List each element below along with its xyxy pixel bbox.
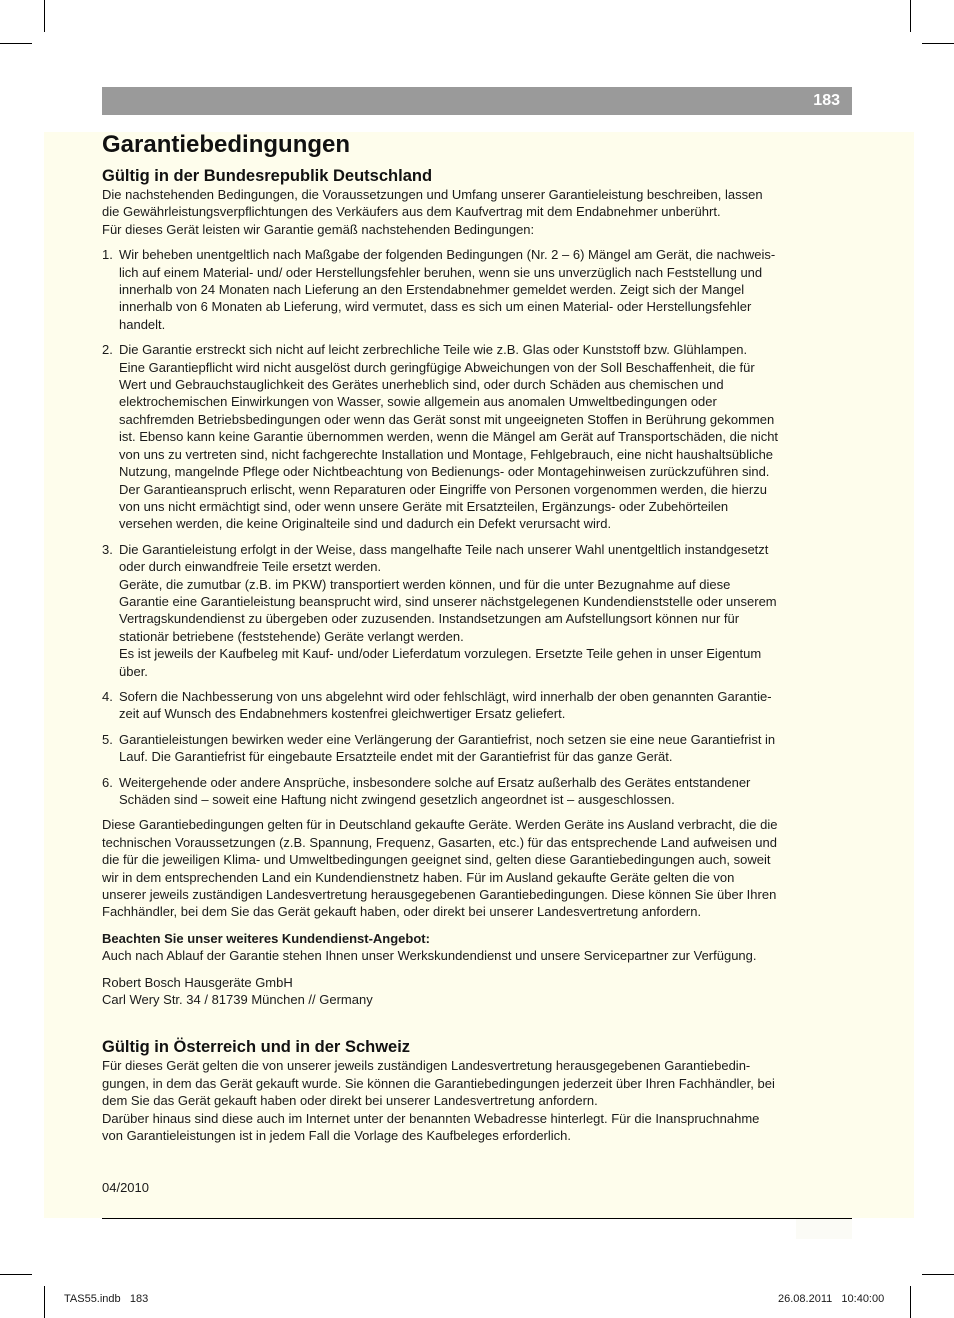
crop-mark xyxy=(910,0,911,32)
list-number: 6. xyxy=(102,774,113,790)
service-heading: Beachten Sie unser weiteres Kundendienst-Angebot: xyxy=(102,930,430,946)
section-heading-germany: Gültig in der Bundesrepublik Deutschland xyxy=(102,167,433,185)
company-address: Carl Wery Str. 34 / 81739 München // Germany xyxy=(102,992,373,1008)
print-mark xyxy=(796,1219,852,1239)
crop-mark xyxy=(922,1274,954,1275)
footer-rule xyxy=(102,1218,852,1219)
list-number: 4. xyxy=(102,688,113,704)
list-item-text: Wir beheben unentgeltlich nach Maßgabe der folgenden Bedingungen (Nr. 2 – 6) Mängel am Gerät, die nachweis- lich auf einem Material- und/ oder Herstellungsfehler beruhen, wenn sie uns unverzüglich nach Feststellung und innerhalb von 24 Monaten nach Lieferung an den Erstendabnehmer gemeldet werden. Zeigt sich der Mangel innerhalb von 6 Monaten ab Lieferung, wird vermutet, dass es sich um einen Material- oder Herstellungsfehler handelt. xyxy=(119,247,776,332)
intro-paragraph: Die nachstehenden Bedingungen, die Voraussetzungen und Umfang unserer Garantieleistung beschreiben, lassen die Gewährleistungsverpflichtungen des Verkäufers aus dem Kaufvertrag mit dem Endabnehmer unberührt. Für dieses Gerät leisten wir Garantie gemäß nachstehenden Bedingungen: xyxy=(102,187,763,237)
page-title: Garantiebedingungen xyxy=(102,131,351,158)
crop-mark xyxy=(910,1286,911,1318)
crop-mark xyxy=(0,43,32,44)
list-item xyxy=(102,688,852,723)
header-bar xyxy=(102,87,852,115)
company-name: Robert Bosch Hausgeräte GmbH xyxy=(102,974,293,990)
list-number: 2. xyxy=(102,342,113,358)
closing-paragraph: Diese Garantiebedingungen gelten für in Deutschland gekaufte Geräte. Werden Geräte ins Ausland verbracht, die die technischen Voraussetzungen (z.B. Spannung, Frequenz, Gasarten, etc.) für das entsprechende Land aufweisen und die für die jeweiligen Klima- und Umweltbedingungen geeignet sind, gelten diese Garantiebedingungen auch, soweit wir in dem entsprechenden Land ein Kundendienstnetz haben. Für im Ausland gekaufte Geräte gelten die von unserer jeweils zuständigen Landesvertretung herausgegebenen Garantiebedingungen. Diese können Sie über Ihren Fachhändler, bei dem Sie das Gerät gekauft haben, oder direkt bei unserer Landesvertretung anfordern. xyxy=(102,817,778,920)
list-item xyxy=(102,541,852,680)
service-text: Auch nach Ablauf der Garantie stehen Ihnen unser Werkskundendienst und unsere Servicepartner zur Verfügung. xyxy=(102,948,757,964)
list-item-text: Die Garantieleistung erfolgt in der Weise, dass mangelhafte Teile nach unserer Wahl unentgeltlich instandgesetzt oder durch einwandfreie Teile ersetzt werden. Geräte, die zumutbar (z.B. im PKW) transportiert werden können, und für die unter Bezugnahme auf diese Garantie eine Garantieleistung beansprucht wird, sind unserer nächstgelegenen Kundendienststelle oder unserem Vertragskundendienst zu übergeben oder zuzusenden. Instandsetzungen am Aufstellungsort können nur für stationär betriebene (feststehende) Geräte verlangt werden. Es ist jeweils der Kaufbeleg mit Kauf- und/oder Lieferdatum vorzulegen. Ersetzte Teile gehen in unser Eigentum über. xyxy=(119,541,777,679)
footer-file-info: TAS55.indb 183 xyxy=(64,1293,149,1305)
section-heading-austria-switzerland: Gültig in Österreich und in der Schweiz xyxy=(102,1038,411,1057)
list-item xyxy=(102,731,852,766)
list-item xyxy=(102,774,852,809)
list-number: 1. xyxy=(102,247,113,263)
conditions-list xyxy=(102,246,852,808)
crop-mark xyxy=(44,0,45,32)
list-item-text: Weitergehende oder andere Ansprüche, insbesondere solche auf Ersatz außerhalb des Gerätes entstandener Schäden sind – soweit eine Haftung nicht zwingend gesetzlich angeordnet ist – ausgeschlossen. xyxy=(119,774,751,807)
list-item-text: Garantieleistungen bewirken weder eine Verlängerung der Garantiefrist, noch setzen sie eine neue Garantiefrist in Lauf. Die Garantiefrist für eingebaute Ersatzteile endet mit der Garantiefrist für das ganze Gerät. xyxy=(119,731,776,765)
document-date: 04/2010 xyxy=(102,1179,149,1195)
list-item xyxy=(102,341,852,532)
list-number: 3. xyxy=(102,541,113,557)
crop-mark xyxy=(44,1286,45,1318)
crop-mark xyxy=(922,43,954,44)
document-body xyxy=(102,130,852,1196)
list-item-text: Sofern die Nachbesserung von uns abgelehnt wird oder fehlschlägt, wird innerhalb der oben genannten Garantie- zeit auf Wunsch des Endabnehmers kostenfrei gleichwertiger Ersatz geliefert. xyxy=(119,688,772,722)
list-item xyxy=(102,246,852,333)
list-number: 5. xyxy=(102,731,113,747)
footer-timestamp: 26.08.2011 10:40:00 xyxy=(778,1293,885,1305)
austria-switzerland-paragraph: Für dieses Gerät gelten die von unserer jeweils zuständigen Landesvertretung herausgegebenen Garantiebedin- gungen, in dem das Gerät gekauft wurde. Sie können die Garantiebedingungen jederzeit über Ihren Fachhändler, bei dem Sie das Gerät gekauft haben oder direkt bei unserer Landesvertretung anfordern. Darüber hinaus sind diese auch im Internet unter der benannten Webadresse hinterlegt. Für die Inanspruchnahme von Garantieleistungen ist in jedem Fall die Vorlage des Kaufbeleges erforderlich. xyxy=(102,1058,775,1144)
list-item-text: Die Garantie erstreckt sich nicht auf leicht zerbrechliche Teile wie z.B. Glas oder Kunststoff bzw. Glühlampen. Eine Garantiepflicht wird nicht ausgelöst durch geringfügige Abweichungen von der Soll Beschaffenheit, die für Wert und Gebrauchstauglichkeit des Gerätes unerheblich sind, oder durch Schäden aus chemischen und elektrochemischen Einwirkungen von Wasser, sowie allgemein aus anomalen Umweltbedingungen oder sachfremden Betriebsbedingungen oder wenn das Gerät sonst mit ungeeigneten Stoffen in Berührung gekommen ist. Ebenso kann keine Garantie übernommen werden, wenn die Mängel am Gerät auf Transportschäden, die nicht von uns zu vertreten sind, nicht fachgerechte Installation und Montage, Fehlgebrauch, eine nicht haushaltsübliche Nutzung, mangelnde Pflege oder Nichtbeachtung von Bedienungs- oder Montagehinweisen zurückzuführen sind. Der Garantieanspruch erlischt, wenn Reparaturen oder Eingriffe von Personen vorgenommen werden, die hierzu von uns nicht ermächtigt sind, oder wenn unsere Geräte mit Ersatzteilen, Ergänzungs- oder Zubehörteilen versehen werden, die keine Originalteile sind und dadurch ein Defekt verursacht wird. xyxy=(119,342,779,532)
page-number: 183 xyxy=(813,92,840,109)
crop-mark xyxy=(0,1274,32,1275)
